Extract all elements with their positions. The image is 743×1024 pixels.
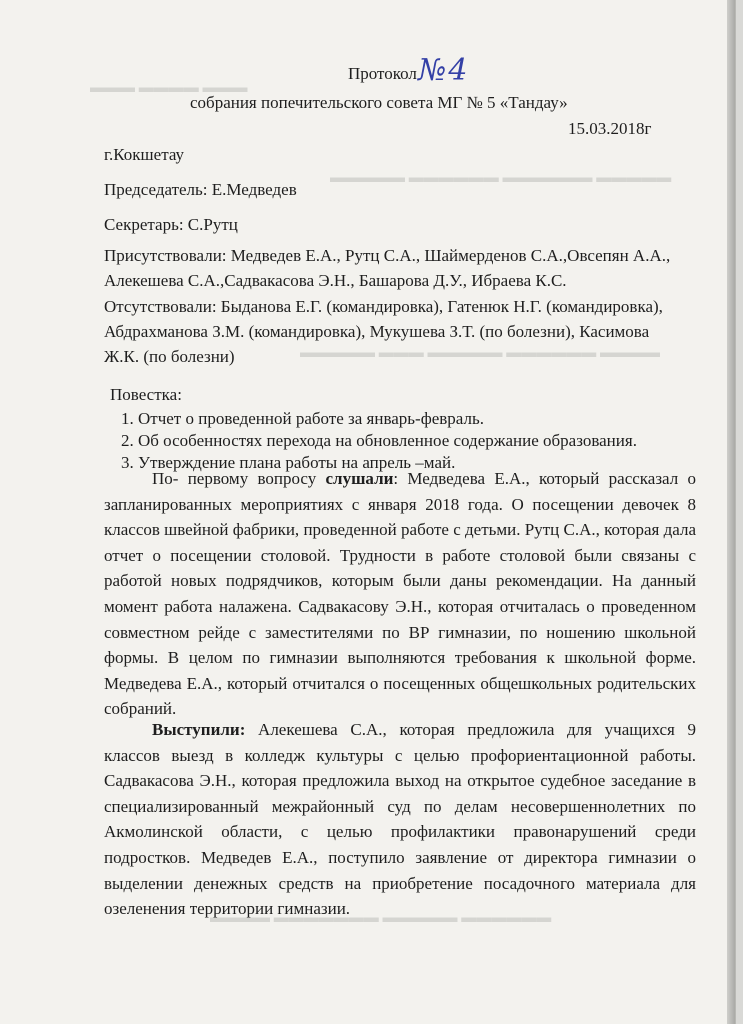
present-line-1: Присутствовали: Медведев Е.А., Рутц С.А., Шаймерденов С.А.,Овсепян А.А., xyxy=(104,246,671,265)
absent-line-1: Отсутствовали: Быданова Е.Г. (командировка), Гатенюк Н.Г. (командировка), xyxy=(104,297,663,316)
first-question-text: : Медведева Е.А., который рассказал о запланированных мероприятиях с января 2018 года. О посещении девочек 8 классов швейной фабрики, проведенной работе с детьми. Рутц С.А., которая дала отчет о посещении столовой. Трудности в работе столовой были связаны с работой новых подрядчиков, которым были даны рекомендации. На данный момент работа налажена. Садвакасову Э.Н., которая отчиталась о проведенном совместном рейде с заместителями по ВР гимназии, по ношению школьной формы. В целом по гимназии выполняются требования к школьной форме. Медведева Е.А., который отчитался о посещенных общешкольных родительских собраний. xyxy=(104,469,696,719)
document-subtitle: собрания попечительского совета МГ № 5 «Тандау» xyxy=(190,93,568,112)
page-edge-shadow xyxy=(727,0,735,1024)
absent-line-2: Абдрахманова З.М. (командировка), Мукушева З.Т. (по болезни), Касимова xyxy=(104,322,650,341)
secretary-line: Секретарь: С.Рутц xyxy=(104,215,238,234)
first-question-lead: По- первому вопросу xyxy=(152,469,326,488)
bleed-through-mark: ▬▬▬▬▬ ▬▬▬▬▬▬ ▬▬▬▬▬▬ ▬▬▬▬▬ xyxy=(330,170,672,186)
chairman-line: Председатель: Е.Медведев xyxy=(104,180,297,199)
agenda-item: 3. Утверждение плана работы на апрель –май. xyxy=(138,452,678,474)
absent-line-3: Ж.К. (по болезни) xyxy=(104,347,235,366)
agenda-list xyxy=(118,408,678,474)
bleed-through-mark: ▬▬▬▬▬▬ ▬▬▬▬▬ ▬▬▬▬▬▬▬ ▬▬▬▬ xyxy=(210,910,552,926)
speakers-label: Выступили: xyxy=(152,720,246,739)
bleed-through-mark: ▬▬▬▬ ▬▬▬▬▬▬ ▬▬▬▬▬ ▬▬▬ ▬▬▬▬▬ xyxy=(300,345,660,361)
speakers-paragraph xyxy=(104,717,696,922)
first-question-paragraph xyxy=(104,466,696,722)
heard-label: слушали xyxy=(325,469,394,488)
bleed-through-mark: ▬▬▬ ▬▬▬▬ ▬▬▬ xyxy=(90,80,248,96)
agenda-item: 2. Об особенностях перехода на обновленное содержание образования. xyxy=(138,430,678,452)
document-date: 15.03.2018г xyxy=(568,119,652,138)
document-title: Протокол xyxy=(348,64,417,83)
handwritten-protocol-number: №4 xyxy=(418,53,470,88)
speakers-text: Алекешева С.А., которая предложила для учащихся 9 классов выезд в колледж культуры с целью профориентационной работы. Садвакасова Э.Н., которая предложила выход на открытое судебное заседание в специализированный межрайонный суд по делам несовершеннолетних по Акмолинской области, с целью профилактики правонарушений среди подростков. Медведев Е.А., поступило заявление от директора гимназии о выделении денежных средств на приобретение посадочного материала для озеленения территории гимназии. xyxy=(104,720,696,919)
document-city: г.Кокшетау xyxy=(104,145,185,164)
present-line-2: Алекешева С.А.,Садвакасова Э.Н., Башарова Д.У., Ибраева К.С. xyxy=(104,271,567,290)
agenda-item: 1. Отчет о проведенной работе за январь-февраль. xyxy=(138,408,678,430)
agenda-heading: Повестка: xyxy=(110,385,182,404)
